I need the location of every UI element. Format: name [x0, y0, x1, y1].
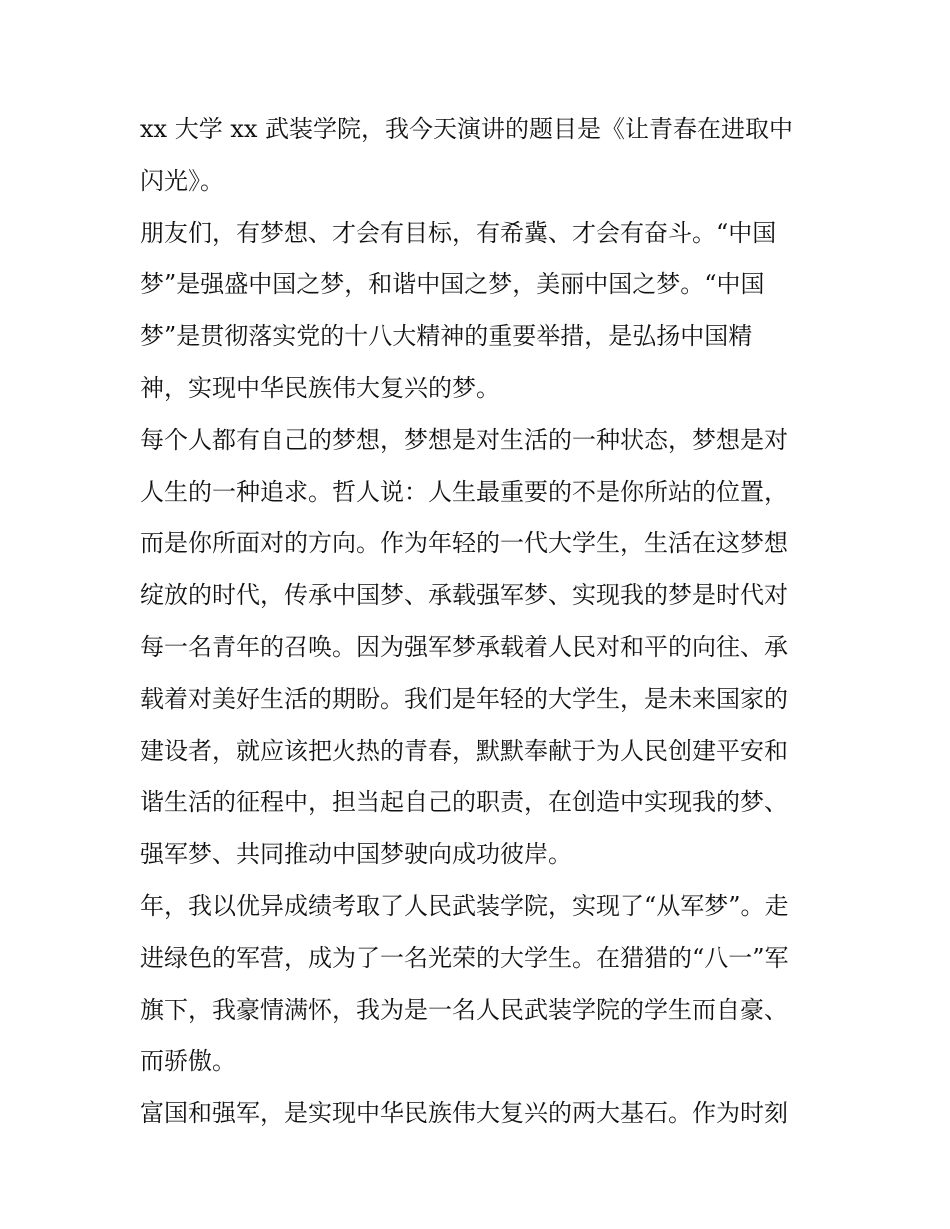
text-line: 谐生活的征程中，担当起自己的职责，在创造中实现我的梦、: [140, 788, 788, 817]
text-line: 每个人都有自己的梦想，梦想是对生活的一种状态，梦想是对: [140, 425, 788, 454]
text-line: 朋友们，有梦想、才会有目标，有希冀、才会有奋斗。“中国: [140, 218, 777, 247]
text-line: 梦”是强盛中国之梦，和谐中国之梦，美丽中国之梦。“中国: [140, 270, 765, 299]
speech-text: [140, 104, 830, 1140]
text-line: 神，实现中华民族伟大复兴的梦。: [140, 373, 500, 402]
text-line: 绽放的时代，传承中国梦、承载强军梦、实现我的梦是时代对: [140, 581, 788, 610]
text-line: 载着对美好生活的期盼。我们是年轻的大学生，是未来国家的: [140, 684, 788, 713]
text-line: 强军梦、共同推动中国梦驶向成功彼岸。: [140, 840, 572, 869]
text-line: 进绿色的军营，成为了一名光荣的大学生。在猎猎的“八一”军: [140, 943, 789, 972]
text-line: xx 大学 xx 武装学院，我今天演讲的题目是《让青春在进取中: [140, 115, 794, 143]
text-line: 梦”是贯彻落实党的十八大精神的重要举措，是弘扬中国精: [140, 322, 753, 351]
text-line: 旗下，我豪情满怀，我为是一名人民武装学院的学生而自豪、: [140, 995, 788, 1024]
text-line: 闪光》。: [140, 166, 224, 195]
text-line: 每一名青年的召唤。因为强军梦承载着人民对和平的向往、承: [140, 632, 788, 661]
text-line: 年，我以优异成绩考取了人民武装学院，实现了“从军梦”。走: [140, 891, 789, 920]
text-line: 富国和强军，是实现中华民族伟大复兴的两大基石。作为时刻: [140, 1099, 788, 1128]
text-line: 建设者，就应该把火热的青春，默默奉献于为人民创建平安和: [140, 736, 788, 765]
text-line: 人生的一种追求。哲人说：人生最重要的不是你所站的位置，: [140, 477, 788, 506]
text-line: 而骄傲。: [140, 1047, 236, 1076]
text-line: 而是你所面对的方向。作为年轻的一代大学生，生活在这梦想: [140, 529, 788, 558]
